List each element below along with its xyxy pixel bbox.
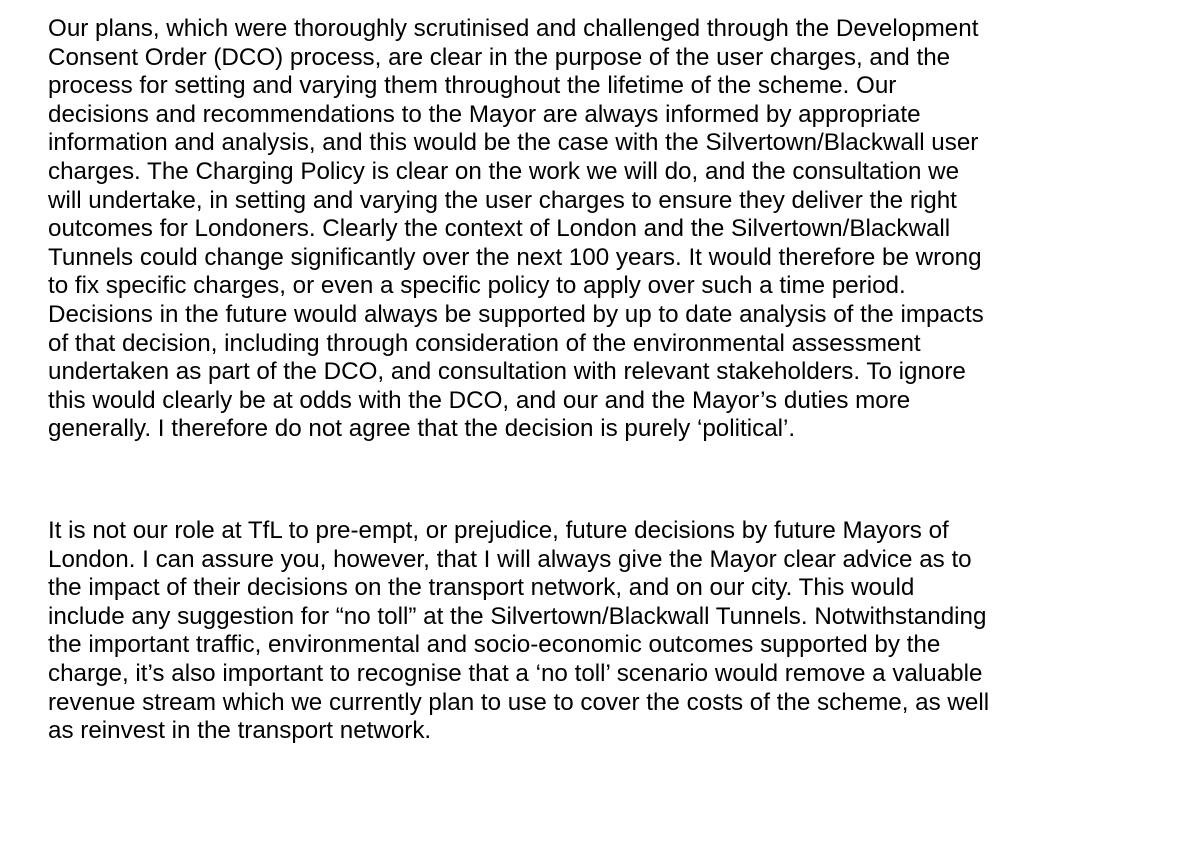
text-line: will undertake, in setting and varying the user charges to ensure they deliver the right: [48, 186, 957, 214]
text-line: information and analysis, and this would be the case with the Silvertown/Blackwall user: [48, 129, 979, 157]
text-line: Our plans, which were thoroughly scrutinised and challenged through the Development: [48, 15, 979, 42]
text-line: Consent Order (DCO) process, are clear in the purpose of the user charges, and the: [48, 43, 951, 71]
text-line: Decisions in the future would always be supported by up to date analysis of the impacts: [48, 300, 984, 328]
text-line: Tunnels could change significantly over the next 100 years. It would therefore be wrong: [48, 243, 982, 271]
text-line: charges. The Charging Policy is clear on the work we will do, and the consultation we: [48, 157, 960, 185]
text-line: process for setting and varying them throughout the lifetime of the scheme. Our: [48, 72, 897, 100]
text-line: to fix specific charges, or even a specific policy to apply over such a time period.: [48, 272, 906, 300]
text-line: decisions and recommendations to the Mayor are always informed by appropriate: [48, 100, 921, 128]
text-line: include any suggestion for “no toll” at the Silvertown/Blackwall Tunnels. Notwithstanding: [48, 602, 987, 630]
text-line: of that decision, including through consideration of the environmental assessment: [48, 329, 921, 357]
text-line: London. I can assure you, however, that I will always give the Mayor clear advice as to: [48, 545, 972, 573]
text-line: the important traffic, environmental and socio-economic outcomes supported by the: [48, 631, 941, 659]
paragraph-future-mayors: [48, 517, 1178, 746]
text-line: as reinvest in the transport network.: [48, 717, 432, 745]
text-line: the impact of their decisions on the transport network, and on our city. This would: [48, 574, 915, 602]
text-line: outcomes for Londoners. Clearly the context of London and the Silvertown/Blackwall: [48, 215, 951, 243]
text-line: revenue stream which we currently plan to use to cover the costs of the scheme, as well: [48, 688, 990, 716]
text-line: It is not our role at TfL to pre-empt, or prejudice, future decisions by future Mayors of: [48, 517, 949, 544]
text-line: this would clearly be at odds with the DCO, and our and the Mayor’s duties more: [48, 386, 911, 414]
text-line: generally. I therefore do not agree that the decision is purely ‘political’.: [48, 415, 796, 443]
paragraph-charging-policy: [48, 15, 1178, 444]
text-line: undertaken as part of the DCO, and consultation with relevant stakeholders. To ignore: [48, 358, 966, 386]
text-line: charge, it’s also important to recognise that a ‘no toll’ scenario would remove a valuable: [48, 659, 983, 687]
